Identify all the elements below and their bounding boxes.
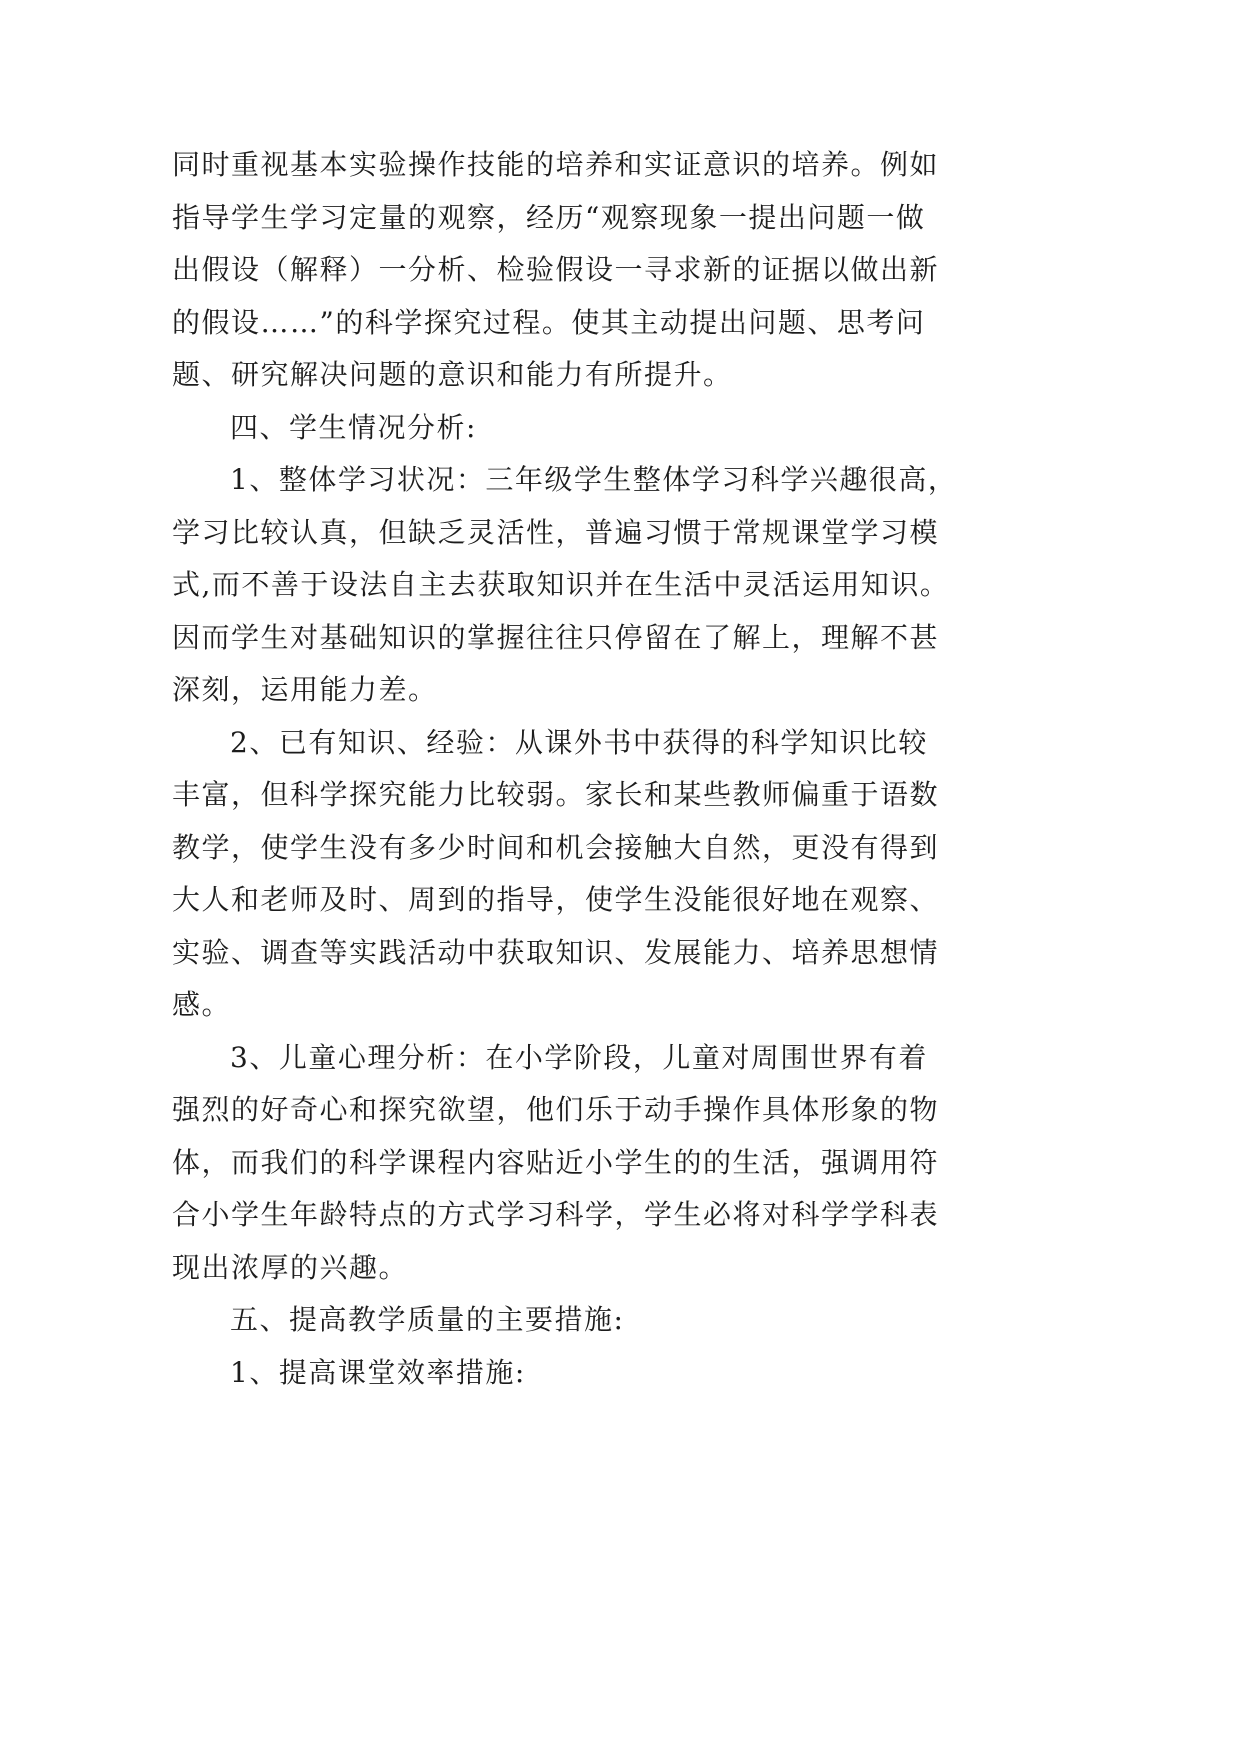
- text-line: 现出浓厚的兴趣。: [172, 1250, 409, 1284]
- text-line: 出假设（解释）一分析、检验假设一寻求新的证据以做出新: [172, 253, 940, 286]
- text-line: 因而学生对基础知识的掌握往往只停留在了解上，理解不甚: [172, 620, 940, 654]
- text-line: 3、儿童心理分析：在小学阶段，儿童对周围世界有着: [230, 1040, 928, 1074]
- text-line: 同时重视基本实验操作技能的培养和实证意识的培养。例如: [172, 148, 940, 181]
- heading-text: 1、提高课堂效率措施:: [230, 1355, 526, 1389]
- text-line: 题、研究解决问题的意识和能力有所提升。: [172, 358, 733, 391]
- text-line: 大人和老师及时、周到的指导，使学生没能很好地在观察、: [172, 883, 940, 916]
- heading-text: 五、提高教学质量的主要措施:: [230, 1303, 625, 1336]
- paragraph-prior-knowledge: [172, 717, 972, 1032]
- text-line: 丰富，但科学探究能力比较弱。家长和某些教师偏重于语数: [172, 778, 940, 811]
- text-line: 实验、调查等实践活动中获取知识、发展能力、培养思想情: [172, 935, 940, 969]
- paragraph-child-psychology: [172, 1032, 972, 1295]
- text-line: 合小学生年龄特点的方式学习科学，学生必将对科学学科表: [172, 1198, 940, 1231]
- document-body: [172, 139, 972, 1399]
- text-line: 教学，使学生没有多少时间和机会接触大自然，更没有得到: [172, 830, 940, 864]
- text-line: 感。: [172, 988, 232, 1021]
- heading-text: 四、学生情况分析:: [230, 410, 477, 444]
- text-line: 1、整体学习状况：三年级学生整体学习科学兴趣很高，: [230, 463, 958, 496]
- text-line: 2、已有知识、经验：从课外书中获得的科学知识比较: [230, 725, 928, 759]
- paragraph-continuation: [172, 139, 972, 402]
- text-line: 式,而不善于设法自主去获取知识并在生活中灵活运用知识。: [172, 568, 950, 601]
- text-line: 学习比较认真，但缺乏灵活性，普遍习惯于常规课堂学习模: [172, 515, 940, 549]
- text-line: 深刻，运用能力差。: [172, 673, 438, 706]
- paragraph-overall-learning: [172, 454, 972, 717]
- text-line: 强烈的好奇心和探究欲望，他们乐于动手操作具体形象的物: [172, 1093, 940, 1126]
- subheading-classroom-efficiency: [172, 1347, 972, 1400]
- text-line: 指导学生学习定量的观察，经历“观察现象一提出问题一做: [172, 200, 926, 234]
- text-line: 体，而我们的科学课程内容贴近小学生的的生活，强调用符: [172, 1145, 940, 1179]
- section-heading-quality-measures: [172, 1294, 972, 1347]
- section-heading-student-analysis: [172, 402, 972, 455]
- text-line: 的假设……”的科学探究过程。使其主动提出问题、思考问: [172, 305, 926, 339]
